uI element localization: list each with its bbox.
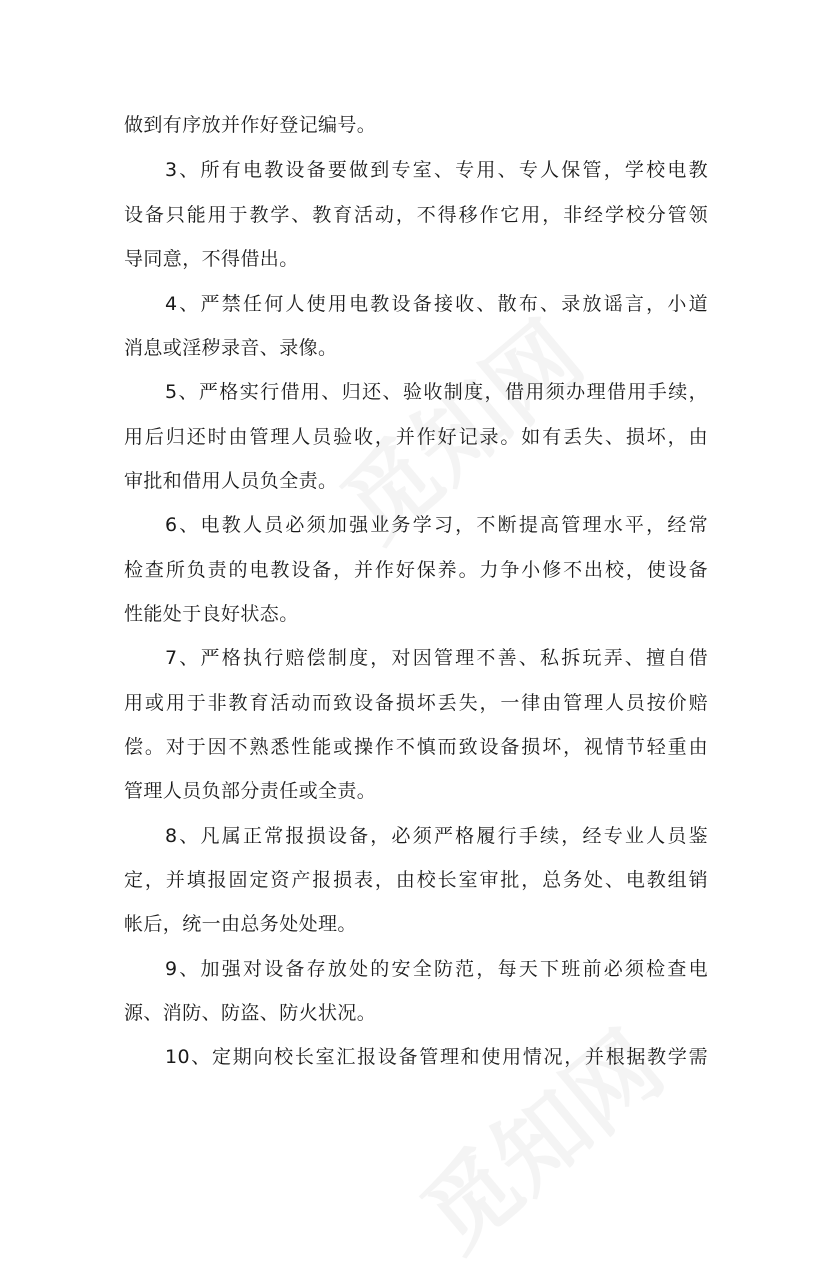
text-line: 10、定期向校长室汇报设备管理和使用情况，并根据教学需 xyxy=(165,1046,708,1068)
text-line: 5、严格实行借用、归还、验收制度，借用须办理借用手续， xyxy=(165,381,708,403)
text-line: 用或用于非教育活动而致设备损坏丢失，一律由管理人员按价赔 xyxy=(124,692,708,714)
text-line: 9、加强对设备存放处的安全防范，每天下班前必须检查电 xyxy=(165,958,708,980)
text-line: 设备只能用于教学、教育活动，不得移作它用，非经学校分管领 xyxy=(124,204,708,226)
text-line: 管理人员负部分责任或全责。 xyxy=(124,780,377,802)
text-line: 导同意，不得借出。 xyxy=(124,248,299,270)
text-line: 偿。对于因不熟悉性能或操作不慎而致设备损坏，视情节轻重由 xyxy=(124,736,708,758)
text-line: 帐后，统一由总务处处理。 xyxy=(124,913,357,935)
text-line: 4、严禁任何人使用电教设备接收、散布、录放谣言，小道 xyxy=(165,293,708,315)
watermark xyxy=(390,997,686,1275)
text-line: 源、消防、防盗、防火状况。 xyxy=(124,1002,377,1024)
text-line: 7、严格执行赔偿制度，对因管理不善、私拆玩弄、擅自借 xyxy=(165,647,708,669)
text-line: 检查所负责的电教设备，并作好保养。力争小修不出校，使设备 xyxy=(124,559,708,581)
text-line: 3、所有电教设备要做到专室、专用、专人保管，学校电教 xyxy=(165,159,708,181)
text-line: 8、凡属正常报损设备，必须严格履行手续，经专业人员鉴 xyxy=(165,825,708,847)
text-line: 审批和借用人员负全责。 xyxy=(124,470,338,492)
text-line: 定，并填报固定资产报损表，由校长室审批，总务处、电教组销 xyxy=(124,869,708,891)
text-line: 做到有序放并作好登记编号。 xyxy=(124,114,377,136)
text-line: 用后归还时由管理人员验收，并作好记录。如有丢失、损坏，由 xyxy=(124,426,708,448)
text-line: 消息或淫秽录音、录像。 xyxy=(124,337,338,359)
text-line: 性能处于良好状态。 xyxy=(124,603,299,625)
text-line: 6、电教人员必须加强业务学习，不断提高管理水平，经常 xyxy=(165,514,708,536)
